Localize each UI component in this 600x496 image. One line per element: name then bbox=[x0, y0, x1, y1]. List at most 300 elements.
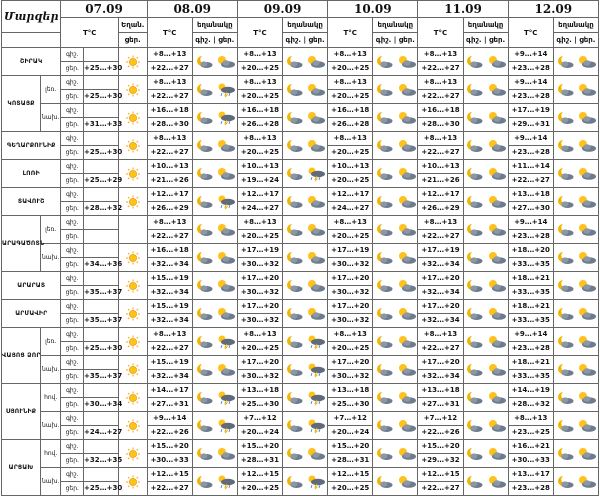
day-label: ցեր. bbox=[61, 426, 84, 440]
moon-icon bbox=[194, 335, 214, 349]
weather-icons bbox=[373, 475, 417, 489]
weather-icons bbox=[554, 447, 598, 461]
temp-empty bbox=[84, 272, 119, 286]
cloud-icon bbox=[397, 307, 417, 321]
cloud-icon bbox=[577, 139, 597, 153]
cloud-icon bbox=[397, 419, 417, 433]
moon-icon bbox=[284, 307, 304, 321]
table-row bbox=[2, 328, 599, 342]
moon-icon bbox=[464, 279, 484, 293]
date-header: 10.09 bbox=[328, 1, 418, 18]
sun-icon bbox=[123, 363, 143, 377]
temp-night: +8…+13 bbox=[418, 76, 463, 90]
temp-day: +22…+27 bbox=[147, 62, 192, 76]
temp-day: +20…+24 bbox=[237, 426, 282, 440]
temp-night: +12…+17 bbox=[237, 188, 282, 202]
night-label: գիշ. bbox=[61, 328, 84, 342]
temp-night: +15…+20 bbox=[147, 440, 192, 454]
night-label: գիշ. bbox=[61, 244, 84, 258]
storm-icon bbox=[306, 335, 326, 349]
weather-cell bbox=[192, 300, 237, 328]
table-row bbox=[2, 468, 599, 482]
subregion-label: լեռ. bbox=[40, 76, 61, 104]
temp-night: +17…+20 bbox=[237, 300, 282, 314]
weather-icons bbox=[464, 251, 508, 265]
weather-cell bbox=[553, 356, 598, 384]
weather-cell bbox=[192, 384, 237, 412]
moon-icon bbox=[555, 307, 575, 321]
storm-icon bbox=[216, 195, 236, 209]
temp-night: +10…+13 bbox=[328, 160, 373, 174]
temp-night: +9…+14 bbox=[508, 216, 553, 230]
temp-day: +27…+30 bbox=[508, 202, 553, 216]
weather-icons bbox=[373, 167, 417, 181]
temp-day: +20…+25 bbox=[237, 230, 282, 244]
weather-icons bbox=[554, 335, 598, 349]
weather-cell bbox=[118, 132, 147, 160]
temp-night: +18…+21 bbox=[508, 300, 553, 314]
moon-icon bbox=[555, 391, 575, 405]
night-label: գիշ. bbox=[61, 76, 84, 90]
temp-day: +25…+30 bbox=[84, 90, 119, 104]
cloud-icon bbox=[216, 251, 236, 265]
moon-icon bbox=[374, 83, 394, 97]
cloud-icon bbox=[577, 55, 597, 69]
weather-cell bbox=[118, 160, 147, 188]
temp-empty bbox=[84, 412, 119, 426]
cloud-icon bbox=[216, 447, 236, 461]
moon-icon bbox=[464, 195, 484, 209]
cloud-icon bbox=[577, 391, 597, 405]
day-label: ցեր. bbox=[118, 33, 147, 48]
temp-day: +32…+34 bbox=[147, 286, 192, 300]
night-label: գիշ. bbox=[61, 48, 84, 62]
weather-icons bbox=[283, 167, 327, 181]
cloud-icon bbox=[577, 83, 597, 97]
weather-cell bbox=[192, 132, 237, 160]
weather-cell bbox=[463, 76, 508, 104]
moon-icon bbox=[284, 139, 304, 153]
temp-day: +33…+35 bbox=[508, 370, 553, 384]
cloud-icon bbox=[397, 111, 417, 125]
cloud-icon bbox=[397, 447, 417, 461]
moon-icon bbox=[284, 419, 304, 433]
weather-icons bbox=[554, 167, 598, 181]
weather-icons bbox=[283, 363, 327, 377]
weather-cell bbox=[373, 356, 418, 384]
temp-day: +20…+25 bbox=[328, 146, 373, 160]
moon-icon bbox=[374, 111, 394, 125]
temp-day: +33…+35 bbox=[508, 314, 553, 328]
temp-day: +22…+27 bbox=[418, 146, 463, 160]
cloud-icon bbox=[487, 419, 507, 433]
moon-icon bbox=[374, 391, 394, 405]
day-label: ցեր. bbox=[61, 230, 84, 244]
temp-empty bbox=[84, 132, 119, 146]
moon-icon bbox=[374, 55, 394, 69]
temp-day: +20…+25 bbox=[328, 174, 373, 188]
weather-icons bbox=[464, 391, 508, 405]
cloud-icon bbox=[577, 251, 597, 265]
subregion-label: նախ. bbox=[40, 412, 61, 440]
temp-day: +24…+27 bbox=[328, 202, 373, 216]
weather-cell bbox=[463, 244, 508, 272]
weather-cell bbox=[463, 188, 508, 216]
temp-day: +20…+25 bbox=[237, 342, 282, 356]
temp-empty bbox=[84, 76, 119, 90]
temp-night: +8…+13 bbox=[328, 48, 373, 62]
storm-icon bbox=[216, 419, 236, 433]
temp-night: +8…+13 bbox=[328, 76, 373, 90]
weather-icons bbox=[193, 195, 237, 209]
day-label: ցեր. bbox=[61, 62, 84, 76]
temp-day: +35…+37 bbox=[84, 370, 119, 384]
cloud-icon bbox=[397, 279, 417, 293]
cloud-icon bbox=[397, 251, 417, 265]
moon-icon bbox=[194, 363, 214, 377]
temp-empty bbox=[84, 468, 119, 482]
temp-night: +12…+15 bbox=[147, 468, 192, 482]
temp-day: +32…+34 bbox=[147, 258, 192, 272]
temp-night: +8…+13 bbox=[237, 76, 282, 90]
weather-cell bbox=[283, 468, 328, 496]
subregion-label: հով. bbox=[40, 440, 61, 468]
weather-cell bbox=[553, 188, 598, 216]
weather-icons bbox=[193, 251, 237, 265]
day-label: ցեր. bbox=[61, 202, 84, 216]
temp-night: +8…+13 bbox=[508, 412, 553, 426]
temp-night: +15…+19 bbox=[147, 272, 192, 286]
weather-icons bbox=[464, 139, 508, 153]
weather-cell bbox=[373, 244, 418, 272]
temp-col-header: T°C bbox=[147, 18, 192, 48]
weather-cell bbox=[373, 412, 418, 440]
weather-icons bbox=[283, 139, 327, 153]
weather-icons bbox=[554, 363, 598, 377]
weather-cell bbox=[373, 216, 418, 244]
weather-icons bbox=[283, 419, 327, 433]
temp-day: +24…+27 bbox=[84, 426, 119, 440]
moon-icon bbox=[194, 195, 214, 209]
temp-night: +9…+14 bbox=[508, 48, 553, 62]
temp-day: +30…+32 bbox=[328, 314, 373, 328]
forecast-body bbox=[2, 48, 599, 496]
temp-night: +8…+13 bbox=[418, 48, 463, 62]
weather-cell bbox=[283, 440, 328, 468]
temp-day: +30…+32 bbox=[328, 258, 373, 272]
moon-icon bbox=[464, 419, 484, 433]
moon-icon bbox=[194, 391, 214, 405]
temp-night: +17…+19 bbox=[508, 104, 553, 118]
temp-night: +9…+14 bbox=[147, 412, 192, 426]
temp-night: +14…+19 bbox=[508, 384, 553, 398]
region-name: ՇԻՐԱԿ bbox=[2, 48, 61, 76]
cloud-icon bbox=[487, 251, 507, 265]
weather-cell bbox=[192, 48, 237, 76]
moon-icon bbox=[194, 139, 214, 153]
temp-day: +33…+35 bbox=[508, 258, 553, 272]
weather-cell bbox=[283, 272, 328, 300]
temp-day: +22…+26 bbox=[147, 426, 192, 440]
temp-night: +18…+21 bbox=[508, 356, 553, 370]
weather-icons bbox=[554, 279, 598, 293]
weather-cell bbox=[553, 216, 598, 244]
weather-cell bbox=[553, 244, 598, 272]
table-row bbox=[2, 104, 599, 118]
weather-cell bbox=[118, 76, 147, 104]
temp-night: +17…+20 bbox=[328, 300, 373, 314]
temp-night: +8…+13 bbox=[418, 328, 463, 342]
weather-cell bbox=[373, 328, 418, 356]
temp-col-header: T°C bbox=[237, 18, 282, 48]
day-label: ցեր. bbox=[61, 90, 84, 104]
moon-icon bbox=[194, 447, 214, 461]
temp-day: +27…+31 bbox=[147, 398, 192, 412]
weather-col-header: եղանակը bbox=[463, 18, 508, 33]
temp-night: +8…+13 bbox=[147, 216, 192, 230]
temp-night: +8…+13 bbox=[147, 48, 192, 62]
sun-icon bbox=[123, 251, 143, 265]
date-header: 08.09 bbox=[147, 1, 237, 18]
weather-icons bbox=[464, 111, 508, 125]
weather-cell bbox=[463, 132, 508, 160]
moon-icon bbox=[555, 83, 575, 97]
table-row bbox=[2, 300, 599, 314]
moon-icon bbox=[555, 447, 575, 461]
cloud-icon bbox=[577, 223, 597, 237]
sun-icon bbox=[123, 475, 143, 489]
temp-night: +10…+13 bbox=[237, 160, 282, 174]
cloud-icon bbox=[487, 335, 507, 349]
moon-icon bbox=[194, 83, 214, 97]
weather-cell bbox=[192, 356, 237, 384]
moon-icon bbox=[284, 447, 304, 461]
temp-day: +30…+33 bbox=[147, 454, 192, 468]
temp-night: +12…+17 bbox=[328, 188, 373, 202]
temp-empty bbox=[84, 244, 119, 258]
sun-icon bbox=[123, 447, 143, 461]
temp-night: +8…+13 bbox=[418, 216, 463, 230]
day-label: ցեր. bbox=[398, 36, 415, 44]
cloud-icon bbox=[216, 139, 236, 153]
weather-icons bbox=[283, 335, 327, 349]
temp-night: +15…+20 bbox=[418, 440, 463, 454]
day-label: ցեր. bbox=[61, 258, 84, 272]
day-label: ցեր. bbox=[61, 286, 84, 300]
cloud-icon bbox=[577, 111, 597, 125]
weather-icons bbox=[373, 335, 417, 349]
moon-icon bbox=[194, 475, 214, 489]
subregion-label: նախ. bbox=[40, 244, 61, 272]
moon-icon bbox=[464, 83, 484, 97]
night-label: գիշ. bbox=[61, 468, 84, 482]
moon-icon bbox=[194, 251, 214, 265]
table-title: Մարզեր bbox=[2, 1, 61, 33]
moon-icon bbox=[194, 111, 214, 125]
temp-night: +8…+13 bbox=[147, 76, 192, 90]
weather-cell bbox=[373, 440, 418, 468]
temp-day: +30…+32 bbox=[237, 286, 282, 300]
weather-cell bbox=[192, 216, 237, 244]
temp-day: +25…+30 bbox=[328, 398, 373, 412]
weather-cell bbox=[283, 244, 328, 272]
night-label: գիշ. bbox=[61, 216, 84, 230]
temp-night: +7…+12 bbox=[418, 412, 463, 426]
temp-night: +13…+17 bbox=[508, 468, 553, 482]
night-label: գիշ. bbox=[61, 132, 84, 146]
moon-icon bbox=[464, 111, 484, 125]
temp-empty bbox=[84, 188, 119, 202]
moon-icon bbox=[555, 363, 575, 377]
temp-day: +20…+25 bbox=[237, 482, 282, 496]
temp-day: +23…+28 bbox=[508, 342, 553, 356]
cloud-icon bbox=[397, 195, 417, 209]
weather-cell bbox=[283, 328, 328, 356]
weather-icons bbox=[464, 223, 508, 237]
cloud-icon bbox=[306, 195, 326, 209]
weather-icons bbox=[193, 447, 237, 461]
temp-day: +26…+28 bbox=[237, 118, 282, 132]
temp-day: +22…+27 bbox=[418, 230, 463, 244]
weather-icons bbox=[464, 307, 508, 321]
weather-icons bbox=[373, 447, 417, 461]
temp-night: +14…+17 bbox=[147, 384, 192, 398]
temp-night: +12…+15 bbox=[328, 468, 373, 482]
table-row bbox=[2, 272, 599, 286]
temp-night: +11…+14 bbox=[508, 160, 553, 174]
temp-night: +13…+18 bbox=[328, 384, 373, 398]
temp-night: +16…+18 bbox=[147, 104, 192, 118]
temp-day: +22…+27 bbox=[147, 230, 192, 244]
moon-icon bbox=[464, 475, 484, 489]
weather-cell bbox=[373, 160, 418, 188]
cloud-icon bbox=[216, 55, 236, 69]
temp-day: +24…+27 bbox=[237, 202, 282, 216]
night-day-label: գիշ. | ցեր. bbox=[192, 33, 237, 48]
region-name: ԱՐԱՐԱՏ bbox=[2, 272, 61, 300]
moon-icon bbox=[194, 419, 214, 433]
temp-day: +25…+30 bbox=[84, 342, 119, 356]
weather-cell bbox=[553, 104, 598, 132]
temp-night: +17…+20 bbox=[418, 272, 463, 286]
night-day-label: գիշ. | ցեր. bbox=[373, 33, 418, 48]
cloud-icon bbox=[487, 167, 507, 181]
moon-icon bbox=[284, 111, 304, 125]
cloud-icon bbox=[577, 195, 597, 209]
weather-icons bbox=[554, 475, 598, 489]
temp-day: +34…+36 bbox=[84, 258, 119, 272]
weather-icons bbox=[464, 167, 508, 181]
temp-night: +9…+14 bbox=[508, 132, 553, 146]
weather-cell bbox=[553, 384, 598, 412]
day-label: ցեր. bbox=[61, 174, 84, 188]
sun-icon bbox=[123, 391, 143, 405]
weather-icons bbox=[193, 391, 237, 405]
weather-icons bbox=[464, 447, 508, 461]
subregion-label: նախ. bbox=[40, 356, 61, 384]
moon-icon bbox=[374, 195, 394, 209]
table-row bbox=[2, 244, 599, 258]
temp-day: +25…+30 bbox=[84, 62, 119, 76]
weather-icons bbox=[554, 195, 598, 209]
moon-icon bbox=[374, 279, 394, 293]
temp-day: +32…+34 bbox=[147, 314, 192, 328]
weather-cell bbox=[373, 48, 418, 76]
temp-day: +22…+27 bbox=[147, 482, 192, 496]
weather-cell bbox=[373, 188, 418, 216]
date-header: 09.09 bbox=[237, 1, 327, 18]
cloud-icon bbox=[306, 251, 326, 265]
weather-icons bbox=[373, 419, 417, 433]
table-row bbox=[2, 76, 599, 90]
moon-icon bbox=[284, 195, 304, 209]
weather-cell bbox=[118, 272, 147, 300]
cloud-icon bbox=[487, 307, 507, 321]
temp-night: +8…+13 bbox=[328, 216, 373, 230]
subregion-label: նախ. bbox=[40, 468, 61, 496]
weather-cell bbox=[463, 48, 508, 76]
temp-day: +29…+31 bbox=[508, 118, 553, 132]
temp-day: +30…+32 bbox=[237, 314, 282, 328]
weather-cell bbox=[192, 188, 237, 216]
weather-icons bbox=[193, 307, 237, 321]
cloud-icon bbox=[487, 55, 507, 69]
temp-empty bbox=[84, 384, 119, 398]
table-row bbox=[2, 188, 599, 202]
weather-cell bbox=[118, 104, 147, 132]
cloud-icon bbox=[577, 447, 597, 461]
weather-icons bbox=[283, 111, 327, 125]
temp-day: +31…+33 bbox=[84, 118, 119, 132]
temp-day: +28…+31 bbox=[237, 454, 282, 468]
temp-day: +32…+34 bbox=[418, 370, 463, 384]
weather-col-header: եղանակը bbox=[553, 18, 598, 33]
temp-day: +22…+27 bbox=[147, 90, 192, 104]
temp-day: +23…+28 bbox=[508, 90, 553, 104]
temp-day: +30…+32 bbox=[237, 370, 282, 384]
weather-icons bbox=[283, 307, 327, 321]
moon-icon bbox=[374, 223, 394, 237]
weather-cell bbox=[118, 216, 147, 244]
temp-col-header: T°C bbox=[61, 18, 118, 48]
cloud-icon bbox=[306, 83, 326, 97]
moon-icon bbox=[464, 167, 484, 181]
weather-icons bbox=[193, 223, 237, 237]
table-row bbox=[2, 132, 599, 146]
weather-icons bbox=[373, 251, 417, 265]
sun-icon bbox=[123, 139, 143, 153]
moon-icon bbox=[374, 139, 394, 153]
cloud-icon bbox=[306, 279, 326, 293]
temp-day: +30…+32 bbox=[328, 286, 373, 300]
day-label: ցեր. bbox=[61, 482, 84, 496]
weather-icons bbox=[373, 363, 417, 377]
weather-icons bbox=[193, 419, 237, 433]
day-label: ցեր. bbox=[488, 36, 506, 44]
weather-cell bbox=[553, 76, 598, 104]
temp-col-header: T°C bbox=[418, 18, 463, 48]
moon-icon bbox=[555, 111, 575, 125]
weather-icons bbox=[554, 83, 598, 97]
temp-empty bbox=[84, 160, 119, 174]
cloud-icon bbox=[487, 363, 507, 377]
temp-night: +16…+18 bbox=[328, 104, 373, 118]
weather-icons bbox=[554, 251, 598, 265]
temp-day: +22…+27 bbox=[418, 482, 463, 496]
date-header: 12.09 bbox=[508, 1, 598, 18]
blank-header bbox=[2, 33, 61, 48]
temp-night: +10…+13 bbox=[418, 160, 463, 174]
